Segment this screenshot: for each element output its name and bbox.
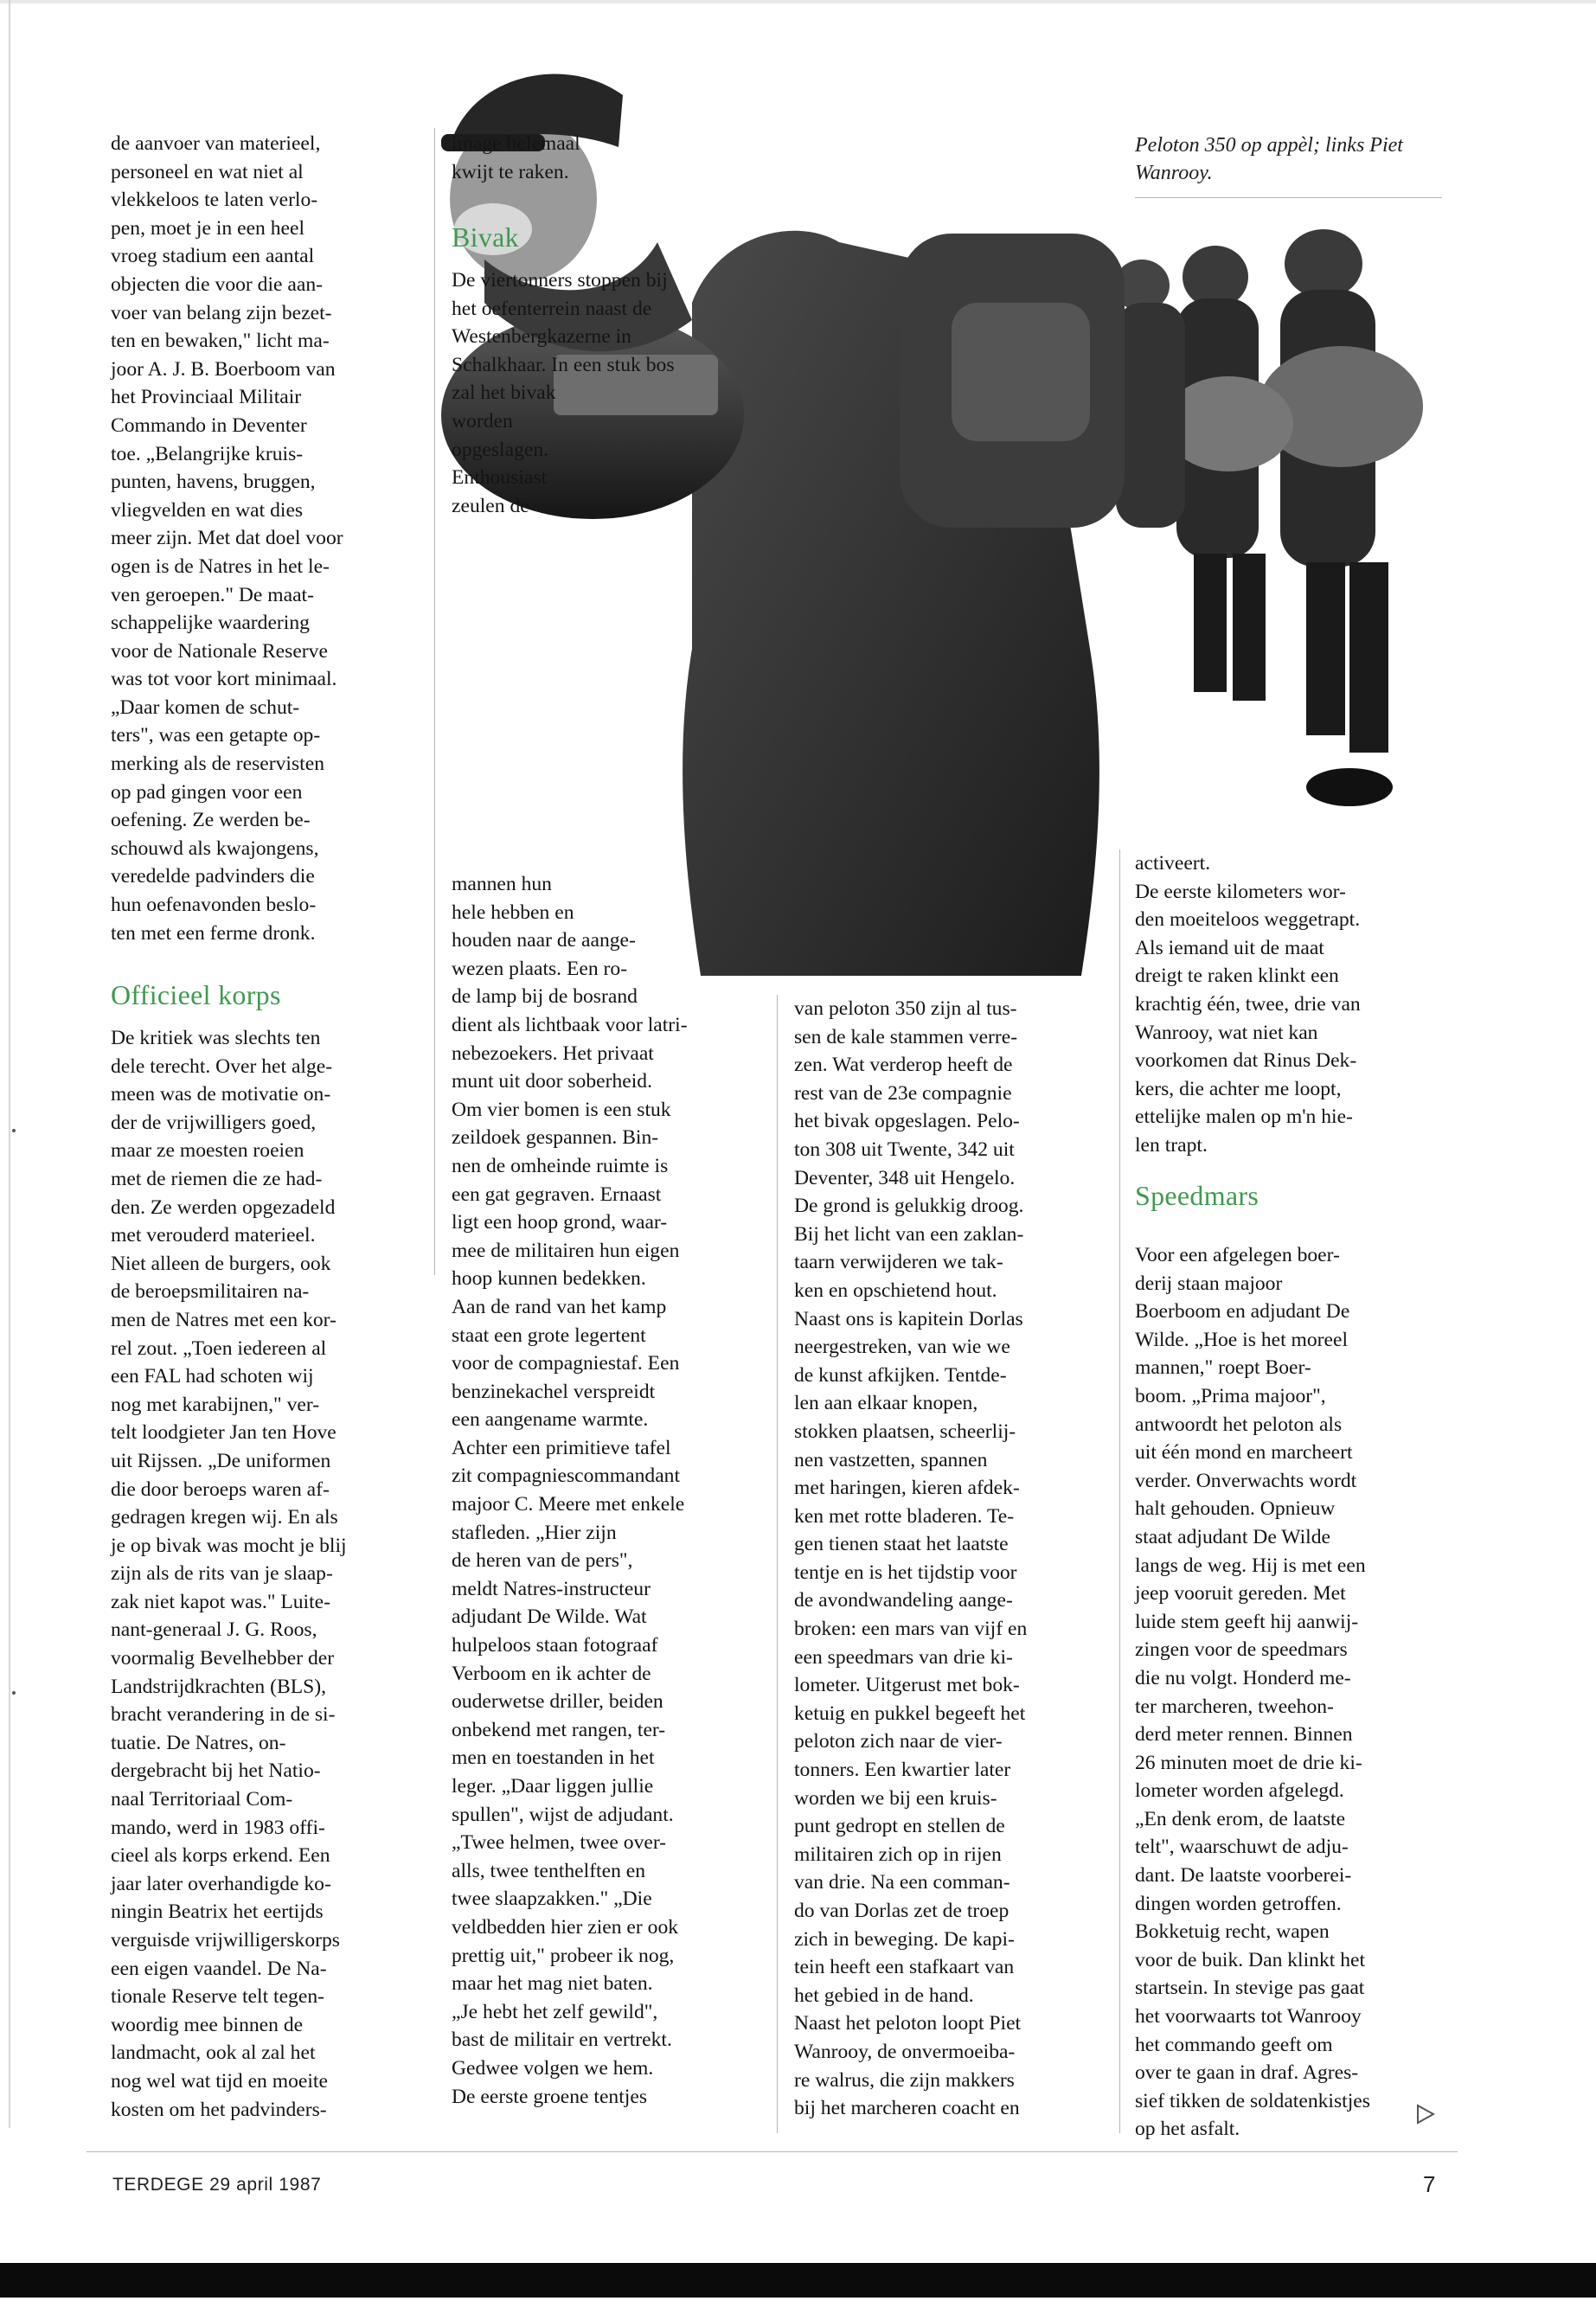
article-column-4-bottom: Voor een afgelegen boer- derij staan majoor Boerboom en adjudant De Wilde. „Hoe is het moreel mannen," roept Boer- boom. „Prima majoor", antwoordt het peloton als uit één mond en marcheert verder. Onverwachts wordt halt gehouden. Opnieuw staat adjudant De Wilde langs de weg. Hij is met een jeep vooruit gereden. Met luide stem geeft hij aanwij- zingen voor de speedmars die nu volgt. Honderd me- ter marcheren, tweehon- derd meter rennen. Binnen 26 minuten moet de drie ki- lometer worden afgelegd. „En denk erom, de laatste telt", waarschuwt de adju- dant. De laatste voorberei- dingen worden getroffen. Bokketuig recht, wapen voor de buik. Dan klinkt het startsein. In stevige pas gaat het voorwaarts tot Wanrooy het commando geeft om over te gaan in draf. Agres- sief tikken de soldatenkistjes op het asfalt. [1135, 1244, 1370, 2141]
page-number: 7 [1423, 2171, 1436, 2197]
main-soldier [441, 74, 1125, 976]
page-left-edge [9, 0, 10, 2128]
article-column-2-top: image helemaal kwijt te raken. [452, 132, 580, 183]
page-top-edge [0, 0, 1596, 3]
photo-caption: Peloton 350 op appèl; links Piet Wanrooy. [1135, 134, 1403, 184]
scan-speck [12, 1129, 16, 1132]
caption-rule [1135, 197, 1442, 198]
article-column-4-top: activeert. De eerste kilometers wor- den moeiteloos weggetrapt. Als iemand uit de maat dreigt te raken klinkt een krachtig één, twee, drie van Wanrooy, wat niet kan voorkomen dat Rinus Dek- kers, die achter me loopt, ettelijke malen op m'n hie- len trapt. [1135, 852, 1361, 1157]
scan-bottom-bar [0, 2263, 1596, 2298]
footer-rule [87, 2151, 1458, 2152]
heading-bivak: Bivak [452, 221, 519, 253]
continue-arrow-icon [1416, 2104, 1435, 2125]
heading-speedmars: Speedmars [1135, 1180, 1259, 1211]
footer-magazine-date: TERDEGE 29 april 1987 [112, 2175, 322, 2195]
background-soldiers [1114, 229, 1423, 806]
column-divider-1 [434, 128, 435, 1275]
article-column-1-bottom: De kritiek was slechts ten dele terecht. Over het alge- meen was de motivatie on- der de vrijwilligers goed, maar ze moesten roeien met de riemen die ze had- den. Ze werden opgezadeld met verouderd materieel. Niet alleen de burgers, ook de beroepsmilitairen na- men de Natres met een kor- rel zout. „Toen iedereen al een FAL had schoten wij nog met karabijnen," ver- telt loodgieter Jan ten Hove uit Rijssen. „De uniformen die door beroeps waren af- gedragen kregen wij. En als je op bivak was mocht je blij zijn als de rits van je slaap- zak niet kapot was." Luite- nant-generaal J. G. Roos, voormalig Bevelhebber der Landstrijdkrachten (BLS), bracht verandering in de si- tuatie. De Natres, on- dergebracht bij het Natio- naal Territoriaal Com- mando, werd in 1983 offi- cieel als korps erkend. Een jaar later overhandigde ko- ningin Beatrix het eertijds verguisde vrijwilligerskorps een eigen vaandel. De Na- tionale Reserve telt tegen- woordig mee binnen de landmacht, ook al zal het nog wel wat tijd en moeite kosten om het padvinders- [111, 1027, 347, 2121]
article-column-3: van peloton 350 zijn al tus- sen de kale stammen verre- zen. Wat verderop heeft de rest van de 23e compagnie het bivak opgeslagen. Pelo- ton 308 uit Twente, 342 uit Deventer, 348 uit Hengelo. De grond is gelukkig droog. Bij het licht van een zaklan- taarn verwijderen we tak- ken en opschietend hout. Naast ons is kapitein Dorlas neergestreken, van wie we de kunst afkijken. Tentde- len aan elkaar knopen, stokken plaatsen, scheerlij- nen vastzetten, spannen met haringen, kieren afdek- ken met rotte bladeren. Te- gen tienen staat het laatste tentje en is het tijdstip voor de avondwandeling aange- broken: een mars van vijf en een speedmars van drie ki- lometer. Uitgerust met bok- ketuig en pukkel begeeft het peloton zich naar de vier- tonners. Een kwartier later worden we bij een kruis- punt gedropt en stellen de militairen zich op in rijen van drie. Na een comman- do van Dorlas zet de troep zich in beweging. De kapi- tein heeft een stafkaart van het gebied in de hand. Naast het peloton loopt Piet Wanrooy, de onvermoeiba- re walrus, die zijn makkers bij het marcheren coacht en [794, 997, 1028, 2120]
column-divider-3 [1119, 849, 1120, 2133]
scan-speck [12, 1691, 16, 1695]
article-column-2-bivak: De viertonners stoppen bij het oefenterrein naast de Westenbergkazerne in Schalkhaar. In een stuk bos zal het bivak worden opgeslagen. Enthousiast zeulen de [452, 269, 675, 517]
column-divider-2 [777, 995, 778, 2133]
article-column-1-top: de aanvoer van materieel, personeel en wat niet al vlekkeloos te laten verlo- pen, moet je in een heel vroeg stadium een aantal objecten die voor die aan- voer van belang zijn bezet- ten en bewaken," licht ma- joor A. J. B. Boerboom van het Provinciaal Militair Commando in Deventer toe. „Belangrijke kruis- punten, havens, bruggen, vliegvelden en wat dies meer zijn. Met dat doel voor ogen is de Natres in het le- ven geroepen." De maat- schappelijke waardering voor de Nationale Reserve was tot voor kort minimaal. „Daar komen de schut- ters", was een getapte op- merking als de reservisten op pad gingen voor een oefening. Ze werden be- schouwd als kwajongens, veredelde padvinders die hun oefenavonden beslo- ten met een ferme dronk. [111, 132, 343, 945]
article-column-2-middle: mannen hun hele hebben en houden naar de aange- wezen plaats. Een ro- de lamp bij de bosrand dient als lichtbaak voor latri- nebezoekers. Het privaat munt uit door soberheid. Om vier bomen is een stuk zeildoek gespannen. Bin- nen de omheinde ruimte is een gat gegraven. Ernaast ligt een hoop grond, waar- mee de militairen hun eigen hoop kunnen bedekken. Aan de rand van het kamp staat een grote legertent voor de compagniestaf. Een benzinekachel verspreidt een aangename warmte. Achter een primitieve tafel zit compagniescommandant majoor C. Meere met enkele stafleden. „Hier zijn de heren van de pers", meldt Natres-instructeur adjudant De Wilde. Wat hulpeloos staan fotograaf Verboom en ik achter de ouderwetse driller, beiden onbekend met rangen, ter- men en toestanden in het leger. „Daar liggen jullie spullen", wijst de adjudant. „Twee helmen, twee over- alls, twee tenthelften en twee slaapzakken." „Die veldbedden hier zien er ook prettig uit," probeer ik nog, maar het mag niet baten. „Je hebt het zelf gewild", bast de militair en vertrekt. Gedwee volgen we hem. De eerste groene tentjes [452, 873, 688, 2108]
heading-officieel-korps: Officieel korps [111, 979, 281, 1010]
